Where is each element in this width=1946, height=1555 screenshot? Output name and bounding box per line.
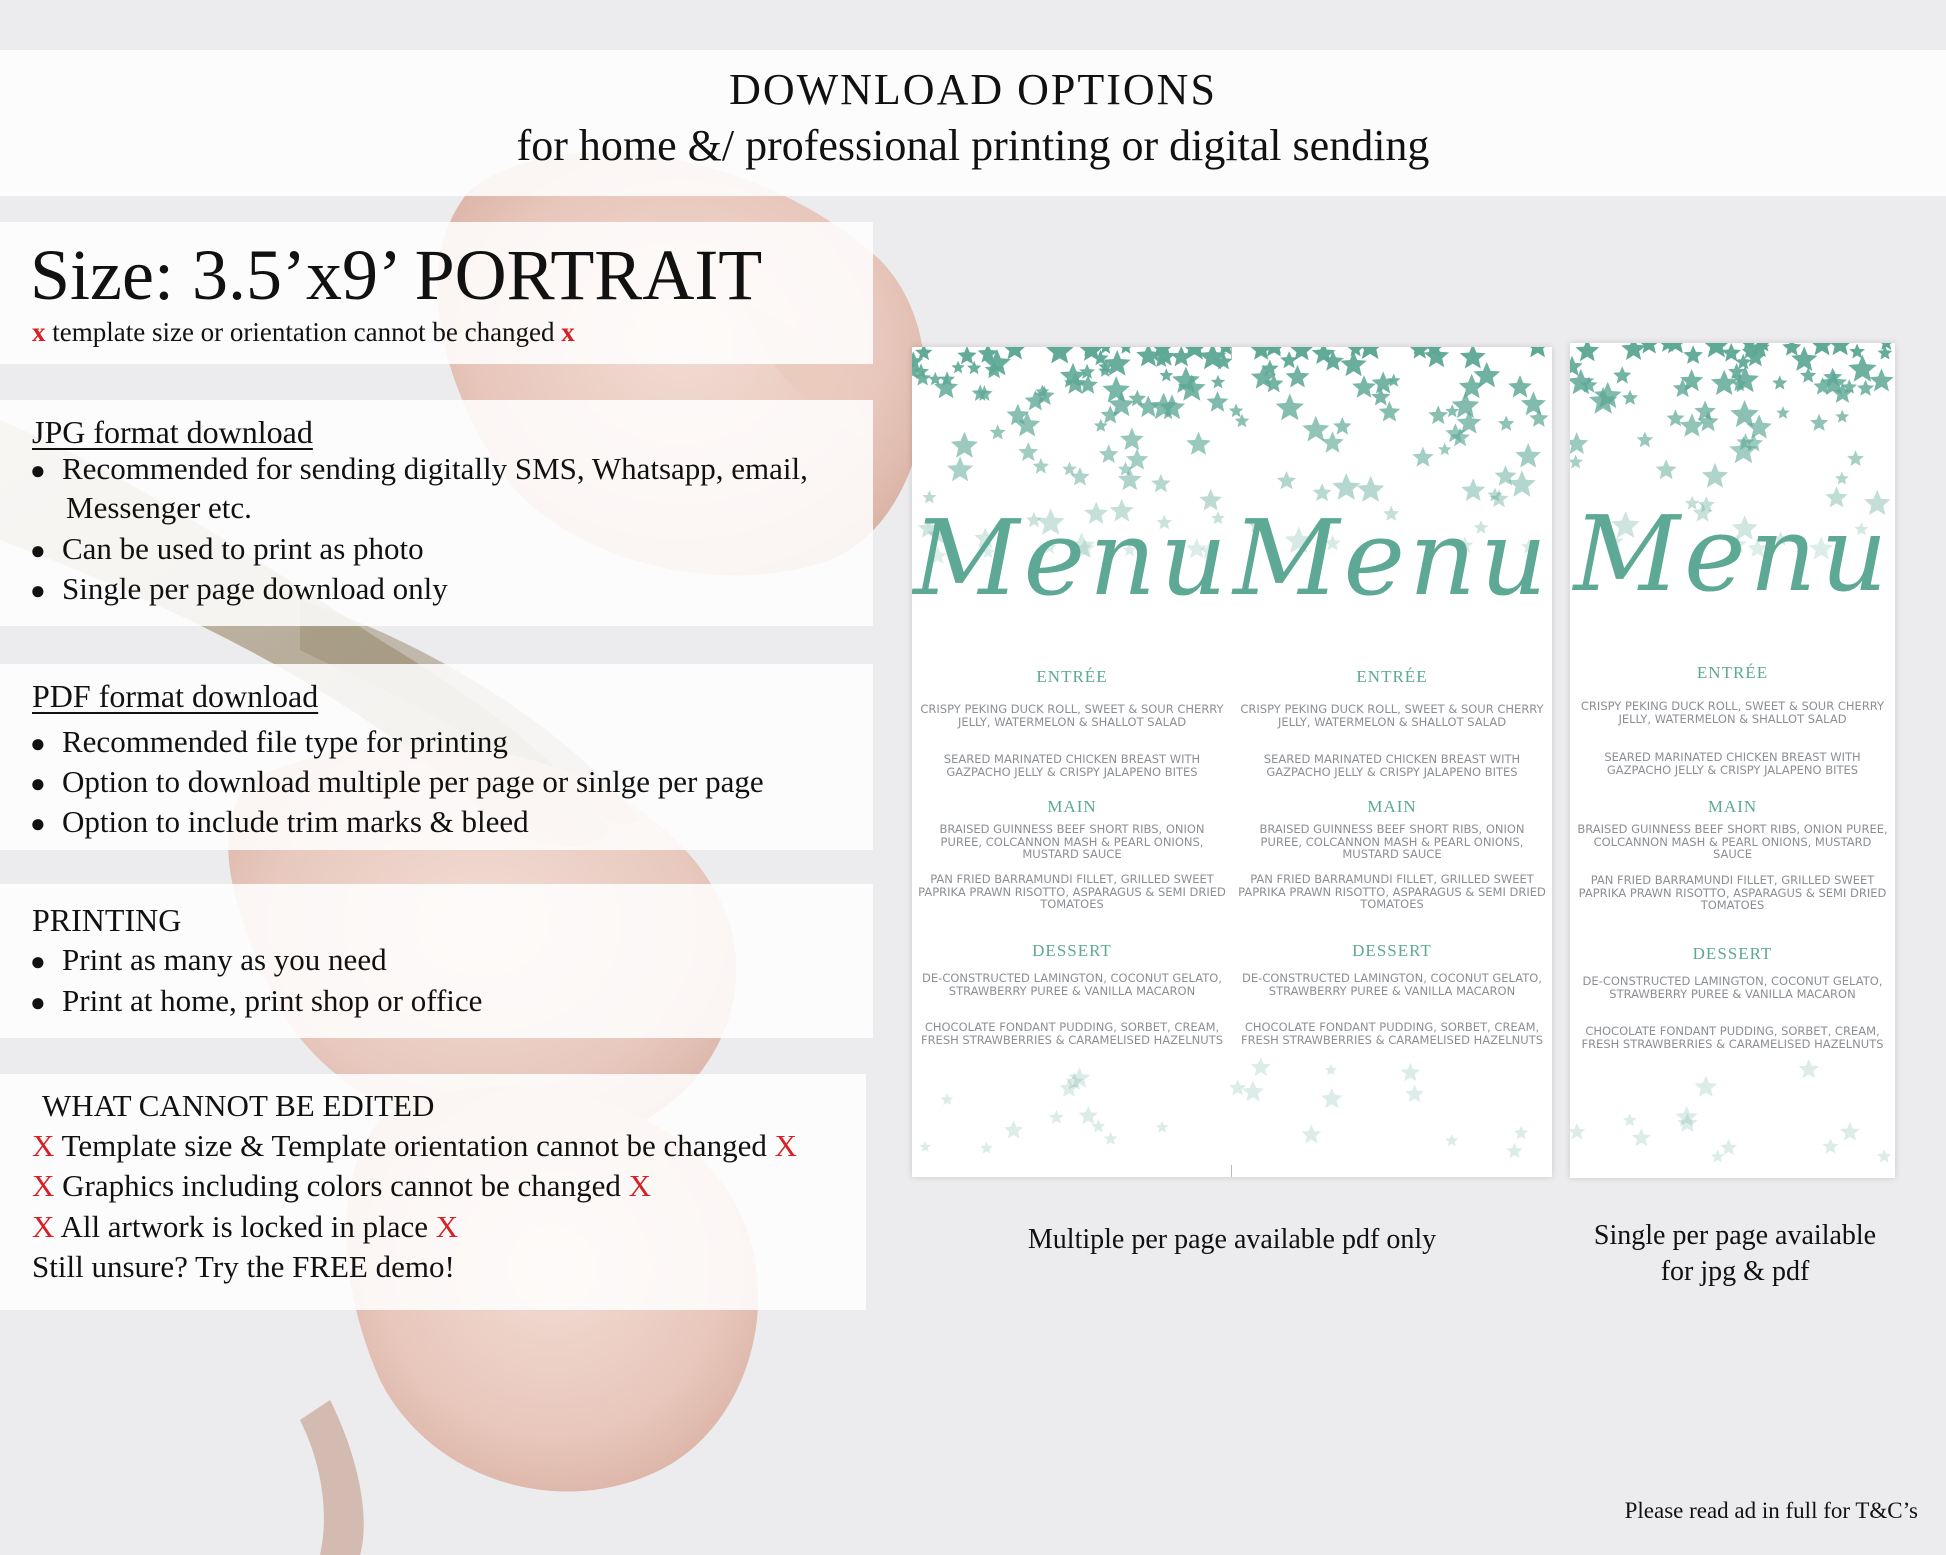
cannot-edit-panel xyxy=(0,1074,866,1310)
x-mark-icon: X xyxy=(32,1168,55,1203)
list-item: ● Recommended file type for printing xyxy=(30,724,508,759)
menu-heading-entree: ENTRÉE xyxy=(1696,663,1769,682)
bullet-icon: ● xyxy=(30,456,46,485)
list-item-continuation: Messenger etc. xyxy=(66,490,252,525)
caption-multiple: Multiple per page available pdf only xyxy=(1027,1224,1437,1255)
x-mark-icon: X xyxy=(774,1128,797,1163)
menu-item: CHOCOLATE FONDANT PUDDING, SORBET, CREAM, FRESH STRAWBERRIES & CARAMELISED HAZELNUTS xyxy=(1581,1024,1884,1051)
menu-column xyxy=(912,347,1232,1177)
x-mark-icon: X xyxy=(628,1168,651,1203)
list-item: ● Can be used to print as photo xyxy=(30,531,424,566)
menu-item: DE-CONSTRUCTED LAMINGTON, COCONUT GELATO, STRAWBERRY PUREE & VANILLA MACARON xyxy=(1582,974,1883,1001)
menu-item: BRAISED GUINNESS BEEF SHORT RIBS, ONION PUREE, COLCANNON MASH & PEARL ONIONS, MUSTARD SAUCE xyxy=(1259,822,1525,861)
menu-heading-main: MAIN xyxy=(1367,797,1417,816)
menu-column xyxy=(1232,347,1552,1177)
cannot-edit-line: X All artwork is locked in place X xyxy=(32,1209,459,1244)
cannot-edit-line: X Template size & Template orientation cannot be changed X xyxy=(32,1128,797,1163)
menu-item: CRISPY PEKING DUCK ROLL, SWEET & SOUR CHERRY JELLY, WATERMELON & SHALLOT SALAD xyxy=(920,702,1224,729)
bullet-icon: ● xyxy=(30,536,46,565)
page-subtitle: for home &/ professional printing or digital sending xyxy=(516,121,1430,170)
size-title: Size: 3.5’x9’ PORTRAIT xyxy=(30,235,763,315)
bullet-icon: ● xyxy=(30,947,46,976)
menu-heading-main: MAIN xyxy=(1707,797,1758,816)
cannot-edit-line: X Graphics including colors cannot be changed X xyxy=(32,1168,651,1203)
menu-heading-dessert: DESSERT xyxy=(1352,941,1432,960)
list-item: ● Single per page download only xyxy=(30,571,448,606)
bullet-icon: ● xyxy=(30,809,46,838)
menu-script-title: Menu xyxy=(913,497,1231,619)
menu-item: PAN FRIED BARRAMUNDI FILLET, GRILLED SWEET PAPRIKA PRAWN RISOTTO, ASPARAGUS & SEMI DRIED TOMATOES xyxy=(1238,872,1546,911)
jpg-title: JPG format download xyxy=(32,414,313,450)
list-item: ● Recommended for sending digitally SMS, Whatsapp, email, xyxy=(30,451,808,486)
list-item: ● Print as many as you need xyxy=(30,942,387,977)
bullet-icon: ● xyxy=(30,576,46,605)
x-mark-icon: X xyxy=(435,1209,459,1244)
pdf-title: PDF format download xyxy=(32,678,319,714)
free-demo-note: Still unsure? Try the FREE demo! xyxy=(32,1249,455,1284)
menu-item: SEARED MARINATED CHICKEN BREAST WITH GAZPACHO JELLY & CRISPY JALAPENO BITES xyxy=(1263,752,1521,779)
header-banner xyxy=(0,50,1946,196)
menu-preview-multiple xyxy=(912,347,1552,1177)
size-note xyxy=(32,317,575,348)
menu-preview-single xyxy=(1570,343,1895,1178)
menu-heading-dessert: DESSERT xyxy=(1692,944,1773,963)
bullet-icon: ● xyxy=(30,769,46,798)
menu-item: DE-CONSTRUCTED LAMINGTON, COCONUT GELATO, STRAWBERRY PUREE & VANILLA MACARON xyxy=(1242,971,1542,998)
menu-item: CRISPY PEKING DUCK ROLL, SWEET & SOUR CHERRY JELLY, WATERMELON & SHALLOT SALAD xyxy=(1240,702,1544,729)
list-item: ● Print at home, print shop or office xyxy=(30,983,483,1018)
menu-heading-dessert: DESSERT xyxy=(1032,941,1112,960)
menu-item: PAN FRIED BARRAMUNDI FILLET, GRILLED SWEET PAPRIKA PRAWN RISOTTO, ASPARAGUS & SEMI DRIED TOMATOES xyxy=(918,872,1226,911)
menu-item: BRAISED GUINNESS BEEF SHORT RIBS, ONION PUREE, COLCANNON MASH & PEARL ONIONS, MUSTARD SAUCE xyxy=(1577,822,1888,861)
x-mark-icon: X xyxy=(32,1128,55,1163)
menu-heading-entree: ENTRÉE xyxy=(1036,667,1108,686)
printing-title: PRINTING xyxy=(32,902,182,938)
x-mark-icon: X xyxy=(32,1209,55,1244)
list-item: ● Option to include trim marks & bleed xyxy=(30,804,529,839)
menu-heading-entree: ENTRÉE xyxy=(1356,667,1428,686)
size-panel xyxy=(0,222,873,364)
bullet-icon: ● xyxy=(30,988,46,1017)
jpg-panel xyxy=(0,400,873,626)
page-title: DOWNLOAD OPTIONS xyxy=(729,65,1217,114)
menu-item: CRISPY PEKING DUCK ROLL, SWEET & SOUR CHERRY JELLY, WATERMELON & SHALLOT SALAD xyxy=(1580,699,1885,726)
size-note-text: template size or orientation cannot be changed xyxy=(52,317,555,347)
list-item: ● Option to download multiple per page or sinlge per page xyxy=(30,764,764,799)
bullet-icon: ● xyxy=(30,729,46,758)
menu-item: SEARED MARINATED CHICKEN BREAST WITH GAZPACHO JELLY & CRISPY JALAPENO BITES xyxy=(943,752,1201,779)
printing-panel xyxy=(0,884,873,1038)
menu-heading-main: MAIN xyxy=(1047,797,1097,816)
menu-script-title: Menu xyxy=(1233,497,1551,619)
cannot-edit-title: WHAT CANNOT BE EDITED xyxy=(42,1088,435,1123)
menu-item: DE-CONSTRUCTED LAMINGTON, COCONUT GELATO, STRAWBERRY PUREE & VANILLA MACARON xyxy=(922,971,1222,998)
caption-single: Single per page available for jpg & pdf xyxy=(1593,1220,1877,1287)
menu-column xyxy=(1570,343,1895,1178)
menu-item: PAN FRIED BARRAMUNDI FILLET, GRILLED SWEET PAPRIKA PRAWN RISOTTO, ASPARAGUS & SEMI DRIED TOMATOES xyxy=(1578,873,1887,912)
terms-footnote: Please read ad in full for T&C’s xyxy=(1624,1498,1918,1523)
menu-item: CHOCOLATE FONDANT PUDDING, SORBET, CREAM, FRESH STRAWBERRIES & CARAMELISED HAZELNUTS xyxy=(920,1020,1224,1047)
menu-script-title: Menu xyxy=(1573,493,1892,615)
menu-item: BRAISED GUINNESS BEEF SHORT RIBS, ONION PUREE, COLCANNON MASH & PEARL ONIONS, MUSTARD SAUCE xyxy=(939,822,1205,861)
x-mark-icon: x xyxy=(32,317,46,347)
pdf-panel xyxy=(0,664,873,850)
x-mark-icon: x xyxy=(561,317,575,347)
menu-item: CHOCOLATE FONDANT PUDDING, SORBET, CREAM, FRESH STRAWBERRIES & CARAMELISED HAZELNUTS xyxy=(1240,1020,1544,1047)
menu-item: SEARED MARINATED CHICKEN BREAST WITH GAZPACHO JELLY & CRISPY JALAPENO BITES xyxy=(1604,750,1861,777)
